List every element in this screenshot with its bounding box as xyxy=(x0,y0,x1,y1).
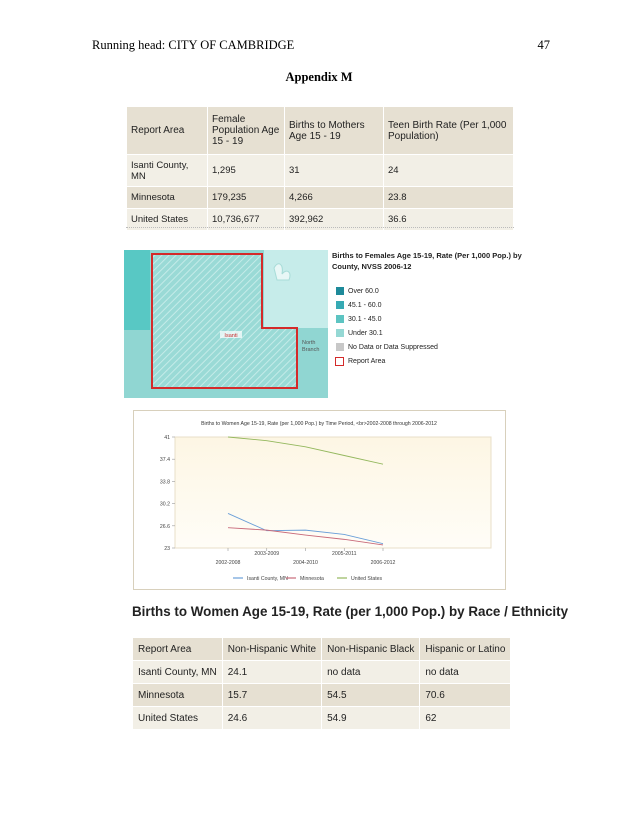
table-cell: 24.6 xyxy=(222,707,321,730)
legend-item xyxy=(336,284,532,298)
x-tick-label: 2004-2010 xyxy=(293,560,318,566)
plot-area xyxy=(175,437,491,548)
place-label: North xyxy=(302,340,316,346)
table-cell: 36.6 xyxy=(384,209,514,231)
column-header: Report Area xyxy=(133,638,223,661)
legend-swatch xyxy=(336,343,344,351)
legend-item xyxy=(336,340,532,354)
legend-title: Births to Females Age 15-19, Rate (Per 1,000 Pop.) by County, NVSS 2006-12 xyxy=(332,251,522,271)
legend-swatch xyxy=(336,329,344,337)
y-tick-label: 26.6 xyxy=(159,523,170,530)
table-row xyxy=(127,187,514,209)
page-number: 47 xyxy=(537,38,550,52)
y-tick-label: 23 xyxy=(164,546,170,552)
place-label: Branch xyxy=(302,347,320,353)
legend-swatch xyxy=(336,301,344,309)
map-legend xyxy=(332,250,532,368)
legend-swatch xyxy=(336,315,344,323)
county-map-svg xyxy=(124,250,328,398)
table-row xyxy=(133,684,511,707)
table-cell: 24 xyxy=(384,155,514,187)
table-row xyxy=(133,707,511,730)
table-cell: Isanti County, MN xyxy=(133,661,223,684)
table-cell: no data xyxy=(322,661,420,684)
running-head: Running head: CITY OF CAMBRIDGE xyxy=(92,38,295,52)
legend-label: 30.1 - 45.0 xyxy=(348,315,382,323)
table-row xyxy=(133,661,511,684)
column-header: Report Area xyxy=(127,107,208,155)
legend-label: Isanti County, MN xyxy=(247,576,288,582)
table-cell: Isanti County, MN xyxy=(127,155,208,187)
legend-item xyxy=(336,354,532,368)
y-tick-label: 37.4 xyxy=(159,457,170,464)
legend-label: Over 60.0 xyxy=(348,287,379,295)
appendix-title: Appendix M xyxy=(285,70,353,84)
x-tick-label: 2006-2012 xyxy=(370,560,396,566)
table-cell: no data xyxy=(420,661,511,684)
y-tick-label: 33.8 xyxy=(159,479,170,486)
table-row xyxy=(127,155,514,187)
table-cell: 70.6 xyxy=(420,684,511,707)
race-table-title: Births to Women Age 15-19, Rate (per 1,000 Pop.) by Race / Ethnicity xyxy=(132,604,569,619)
table-cell: 392,962 xyxy=(285,209,384,231)
table-cell: 24.1 xyxy=(222,661,321,684)
column-header: Births to Mothers Age 15 - 19 xyxy=(285,107,384,155)
column-header: Teen Birth Rate (Per 1,000 Population) xyxy=(384,107,514,155)
legend-label: Under 30.1 xyxy=(348,329,383,337)
table-header-row xyxy=(133,638,511,661)
column-header: Female Population Age 15 - 19 xyxy=(208,107,285,155)
county-map xyxy=(124,250,328,398)
legend-label: Report Area xyxy=(348,357,386,365)
column-header: Non-Hispanic Black xyxy=(322,638,420,661)
neighbor-county xyxy=(264,250,328,328)
column-header: Non-Hispanic White xyxy=(222,638,321,661)
table-cell: Minnesota xyxy=(127,187,208,209)
line-chart xyxy=(133,410,506,590)
y-tick-label: 41 xyxy=(164,435,170,441)
teen-birth-table xyxy=(126,106,514,231)
chart-title: Births to Women Age 15-19, Rate (per 1,000 Pop.) by Time Period, <br>2002-2008 through 2006-2012 xyxy=(201,421,437,427)
table-header-row xyxy=(127,107,514,155)
table-cell: Minnesota xyxy=(133,684,223,707)
legend-swatch xyxy=(336,287,344,295)
county-label: Isanti xyxy=(224,333,238,339)
y-tick-label: 30.2 xyxy=(159,501,170,508)
race-ethnicity-table xyxy=(132,637,511,730)
table-cell: 23.8 xyxy=(384,187,514,209)
legend-label: No Data or Data Suppressed xyxy=(348,343,438,351)
legend-item xyxy=(336,312,532,326)
x-tick-label: 2002-2008 xyxy=(215,560,241,566)
table-cell: 31 xyxy=(285,155,384,187)
neighbor-county xyxy=(124,250,150,330)
legend-item xyxy=(336,298,532,312)
table-cell: 1,295 xyxy=(208,155,285,187)
line-chart-svg xyxy=(133,410,506,590)
column-header: Hispanic or Latino xyxy=(420,638,511,661)
table-cell: 179,235 xyxy=(208,187,285,209)
x-tick-label: 2003-2009 xyxy=(254,551,280,557)
table-cell: 62 xyxy=(420,707,511,730)
report-area-swatch xyxy=(335,357,344,366)
table-cell: 54.5 xyxy=(322,684,420,707)
table-cell: United States xyxy=(127,209,208,231)
table-cell: 4,266 xyxy=(285,187,384,209)
legend-item xyxy=(336,326,532,340)
table-cell: 54.9 xyxy=(322,707,420,730)
legend-label: Minnesota xyxy=(300,576,324,582)
table-cell: 15.7 xyxy=(222,684,321,707)
cropped-caption-edge xyxy=(126,227,514,231)
legend-label: United States xyxy=(351,576,383,582)
table-cell: 10,736,677 xyxy=(208,209,285,231)
table-cell: United States xyxy=(133,707,223,730)
legend-label: 45.1 - 60.0 xyxy=(348,301,382,309)
x-tick-label: 2005-2011 xyxy=(332,551,357,557)
